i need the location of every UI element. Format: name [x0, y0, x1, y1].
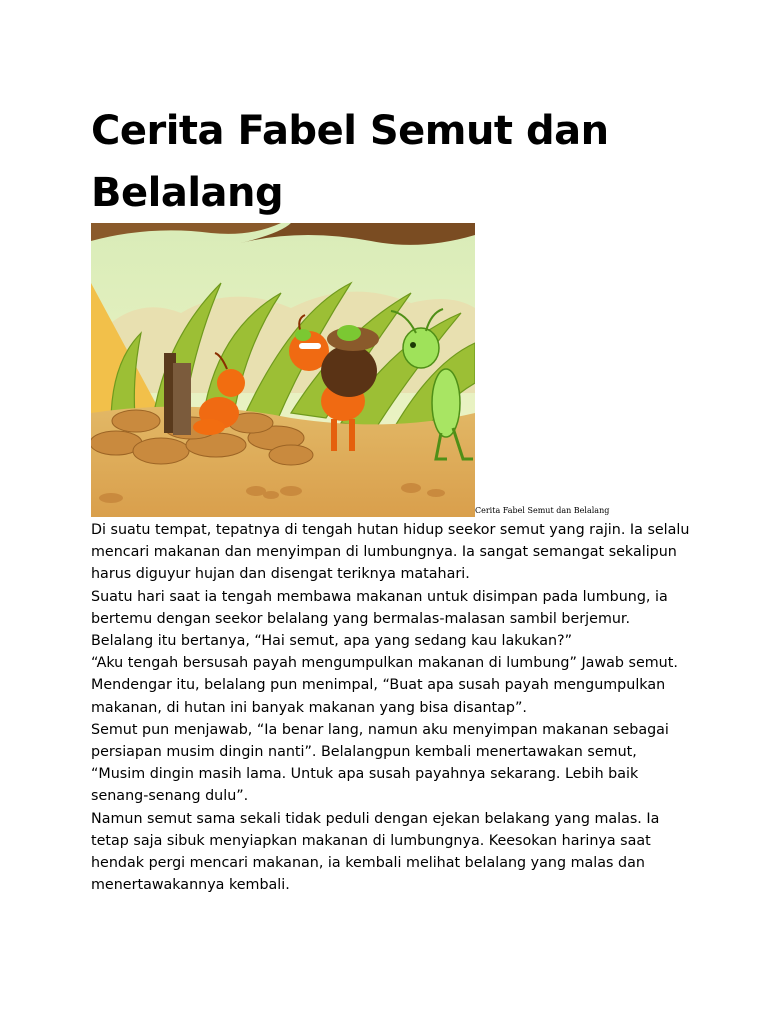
- story-illustration: [91, 223, 475, 517]
- granary-door-panel: [173, 363, 191, 435]
- document-title: Cerita Fabel Semut dan Belalang: [91, 108, 609, 216]
- story-paragraph: Belalang itu bertanya, “Hai semut, apa yang sedang kau lakukan?”: [91, 633, 573, 650]
- story-body: [91, 519, 691, 896]
- story-paragraph: Namun semut sama sekali tidak peduli dengan ejekan belakang yang malas. Ia tetap saja sibuk menyiapkan makanan di lumbungnya. Keesokan harinya saat hendak pergi mencari makanan, ia kembali melihat belalang yang malas dan menertawakannya kembali.: [91, 810, 660, 894]
- story-paragraph: Di suatu tempat, tepatnya di tengah hutan hidup seekor semut yang rajin. Ia selalu mencari makanan dan menyimpan di lumbungnya. Ia sangat semangat sekalipun harus diguyur hujan dan disengat teriknya matahari.: [91, 522, 690, 583]
- story-paragraph: “Aku tengah bersusah payah mengumpulkan makanan di lumbung” Jawab semut.: [91, 655, 678, 672]
- story-paragraph: Mendengar itu, belalang pun menimpal, “Buat apa susah payah mengumpulkan makanan, di hutan ini banyak makanan yang bisa disantap”.: [91, 677, 666, 716]
- story-paragraph: Semut pun menjawab, “Ia benar lang, namun aku menyimpan makanan sebagai persiapan musim dingin nanti”. Belalangpun kembali menertawakan semut, “Musim dingin masih lama. Untuk apa susah payahnya sekarang. Lebih baik senang-senang dulu”.: [91, 721, 669, 805]
- story-paragraph: Suatu hari saat ia tengah membawa makanan untuk disimpan pada lumbung, ia bertemu dengan seekor belalang yang bermalas-malasan sambil berjemur.: [91, 588, 668, 627]
- image-caption: Cerita Fabel Semut dan Belalang: [475, 506, 610, 515]
